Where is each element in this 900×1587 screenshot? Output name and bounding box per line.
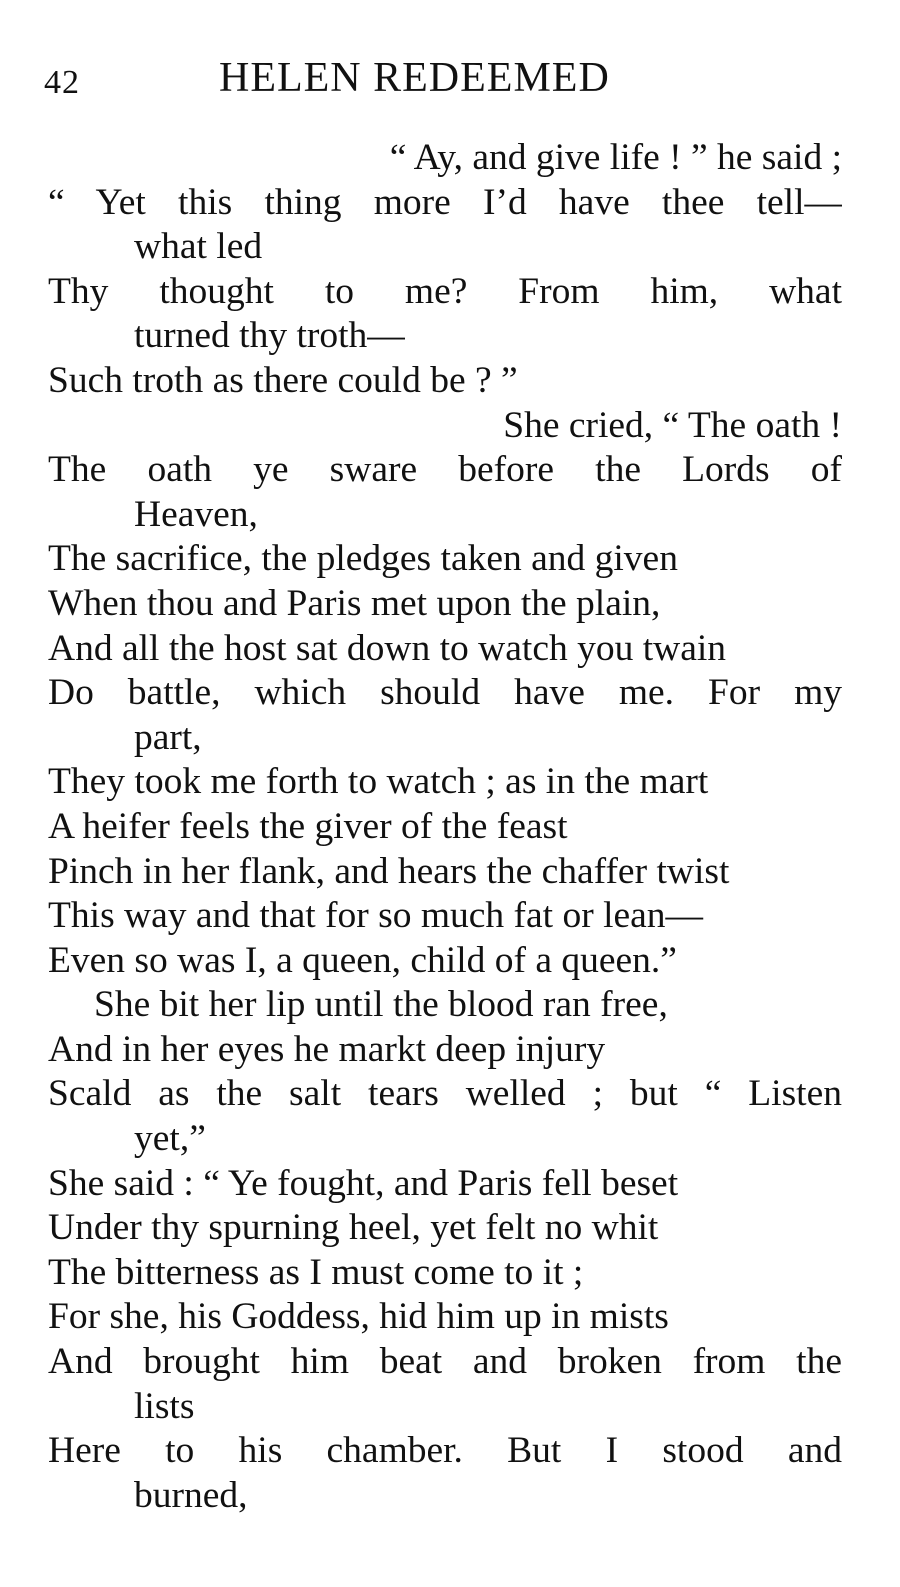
page-number: 42 <box>44 64 80 101</box>
poem-line: The sacrifice, the pledges taken and given <box>48 538 678 580</box>
poem-line: Scald as the salt tears welled ; but “ Listen <box>48 1073 842 1115</box>
poem-line: When thou and Paris met upon the plain, <box>48 582 661 624</box>
poem-line: Heaven, <box>134 493 258 535</box>
poem-line: She cried, “ The oath ! <box>503 404 842 446</box>
poem-text <box>48 136 842 1518</box>
poem-line: A heifer feels the giver of the feast <box>48 805 568 847</box>
poem-line: Even so was I, a queen, child of a queen.” <box>48 939 677 981</box>
poem-line: They took me forth to watch ; as in the mart <box>48 761 709 803</box>
poem-line: part, <box>134 716 202 758</box>
poem-line: yet,” <box>134 1118 206 1160</box>
page-header <box>44 50 844 110</box>
poem-line: The bitterness as I must come to it ; <box>48 1251 584 1293</box>
poem-line: The oath ye sware before the Lords of <box>48 449 842 491</box>
poem-line: And all the host sat down to watch you twain <box>48 627 727 669</box>
poem-line: She said : “ Ye fought, and Paris fell beset <box>48 1162 679 1204</box>
poem-line: And brought him beat and broken from the <box>48 1341 842 1383</box>
poem-line: turned thy troth— <box>134 315 405 357</box>
poem-line: Under thy spurning heel, yet felt no whit <box>48 1207 659 1249</box>
poem-line: Thy thought to me? From him, what <box>48 270 842 312</box>
poem-line: “ Yet this thing more I’d have thee tell— <box>48 181 842 223</box>
poem-line: burned, <box>134 1474 248 1516</box>
poem-line: “ Ay, and give life ! ” he said ; <box>389 137 842 178</box>
running-title: HELEN REDEEMED <box>219 55 610 101</box>
poem-line: For she, his Goddess, hid him up in mists <box>48 1296 669 1338</box>
poem-line: She bit her lip until the blood ran free, <box>94 984 668 1026</box>
poem-line: Such troth as there could be ? ” <box>48 359 518 401</box>
poem-line: This way and that for so much fat or lean— <box>48 895 704 937</box>
poem-line: And in her eyes he markt deep injury <box>48 1028 606 1070</box>
poem-line: what led <box>134 226 263 268</box>
poem-line: Pinch in her flank, and hears the chaffer twist <box>48 850 730 892</box>
poem-line: Do battle, which should have me. For my <box>48 672 842 714</box>
poem-line: lists <box>134 1385 195 1427</box>
poem-line: Here to his chamber. But I stood and <box>48 1430 842 1472</box>
